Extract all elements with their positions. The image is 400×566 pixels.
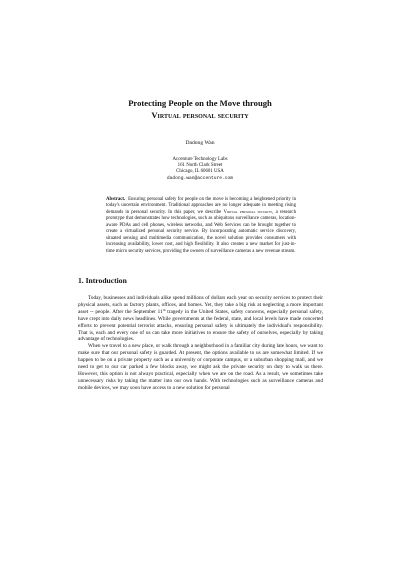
author-name: Dadong Wan	[185, 140, 215, 146]
title-line-2: Virtual personal security	[151, 109, 249, 120]
section-body	[78, 295, 323, 392]
abstract-label: Abstract.	[106, 197, 126, 202]
affiliation-org: Accenture Technology Labs	[172, 157, 228, 162]
ordinal-suffix: th	[162, 307, 166, 312]
abstract	[106, 197, 296, 255]
paragraph-1-text-b: tragedy in the United States, safety concerns, especially personal safety, have crept into daily news headlines. While governments at the federal, state, and local levels have made concerted efforts to prevent potential terrorist attacks, ensuring personal safety is ultimately the individual's responsibility. That is, each and every one of us can take more initiatives to ensure the safety of ourselves, especially by taking advantage of technologies.	[78, 308, 323, 343]
title-line-1: Protecting People on the Move through	[128, 98, 272, 108]
affiliation-street: 161 North Clark Street	[177, 163, 223, 169]
paper-title	[40, 98, 360, 121]
author-email: dadong.wan@accenture.com	[166, 175, 234, 181]
abstract-text-a: Ensuring personal safety for people on the move is becoming a heightened priority in today's uncertain environment. Traditional approaches are no longer adequate in meeting rising demands in personal security. In this paper, we describe	[106, 197, 296, 215]
paragraph-2: When we travel to a new place, or walk through a neighborhood in a familiar city during late hours, we want to make sure that our personal safety is guarded. At present, the options available to us are somewhat limited. If we happen to be on a private property such as a university or corporate campus, or a suburban shopping mall, and we need to get to our car parked a few blocks away, we might ask the private security on duty to walk us there. However, this option is not always practical, especially when we are on the road. As a result, we sometimes take unnecessary risks by taking the matter into our own hands. With technologies such as surveillance cameras and mobile devices, we may soon have access to a new solution for personal	[78, 343, 323, 391]
section-heading: 1. Introduction	[78, 276, 127, 285]
affiliation-block	[40, 157, 360, 182]
paragraph-1	[78, 295, 323, 343]
abstract-text-b: , a research prototype that demonstrates how technologies, such as ubiquitous surveillance cameras, location-aware PDAs and cell phones, wireless networks, and Web Services can be brought together to create a virtualized personal security service. By incorporating automatic service discovery, situated sensing and multimedia communication, the novel solution provides consumers with increasing availability, lower cost, and high flexibility. It also creates a new market for just-in-time micro security services, providing the owners of surveillance cameras a new revenue stream.	[106, 209, 296, 254]
paragraph-1-text-a: Today, businesses and individuals alike spend millions of dollars each year on security services to protect their physical assets, such as factory plants, offices, and homes. Yet, they take a big risk at neglecting a more important asset -- people. After the September 11	[78, 295, 323, 315]
affiliation-city: Chicago, IL 60601 USA	[176, 169, 224, 175]
abstract-system-name: Virtual personal security	[223, 209, 273, 215]
